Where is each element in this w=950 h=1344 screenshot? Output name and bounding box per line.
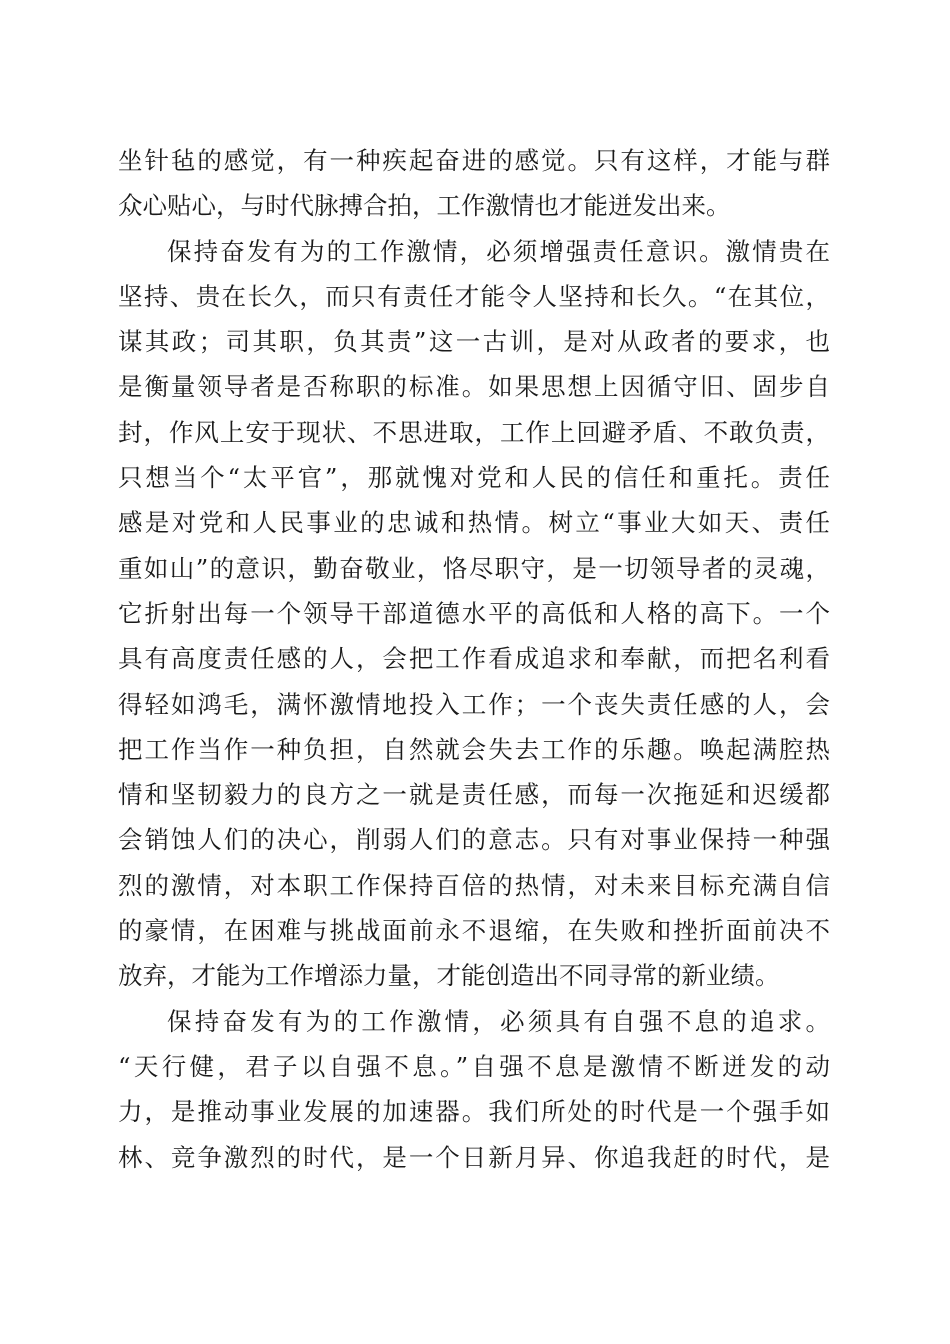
text-line: 烈的激情，对本职工作保持百倍的热情，对未来目标充满自信 [118, 870, 830, 900]
document-body [118, 138, 830, 1180]
text-line: 它折射出每一个领导干部道德水平的高低和人格的高下。一个 [118, 598, 830, 628]
text-line: 众心贴心，与时代脉搏合拍，工作激情也才能迸发出来。 [118, 191, 731, 221]
text-line: 只想当个“太平官”，那就愧对党和人民的信任和重托。责任 [118, 463, 830, 493]
text-line: 林、竞争激烈的时代，是一个日新月异、你追我赶的时代，是 [118, 1142, 830, 1172]
text-line: 是衡量领导者是否称职的标准。如果思想上因循守旧、固步自 [118, 372, 830, 402]
text-line: 具有高度责任感的人，会把工作看成追求和奉献，而把名利看 [118, 644, 830, 674]
text-line: 得轻如鸿毛，满怀激情地投入工作；一个丧失责任感的人，会 [118, 689, 830, 719]
text-line: “天行健，君子以自强不息。”自强不息是激情不断迸发的动 [118, 1051, 830, 1081]
text-line: 力，是推动事业发展的加速器。我们所处的时代是一个强手如 [118, 1097, 830, 1127]
text-line: 坚持、贵在长久，而只有责任才能令人坚持和长久。“在其位， [118, 281, 830, 311]
text-line: 把工作当作一种负担，自然就会失去工作的乐趣。唤起满腔热 [118, 734, 830, 764]
text-line: 保持奋发有为的工作激情，必须增强责任意识。激情贵在 [167, 236, 830, 266]
text-line: 重如山”的意识，勤奋敬业，恪尽职守，是一切领导者的灵魂， [118, 553, 830, 583]
text-line: 坐针毡的感觉，有一种疾起奋进的感觉。只有这样，才能与群 [118, 146, 830, 175]
text-line: 感是对党和人民事业的忠诚和热情。树立“事业大如天、责任 [118, 508, 830, 538]
text-line: 的豪情，在困难与挑战面前永不退缩，在失败和挫折面前决不 [118, 916, 830, 946]
text-line: 保持奋发有为的工作激情，必须具有自强不息的追求。 [167, 1006, 830, 1036]
text-line: 谋其政；司其职，负其责”这一古训，是对从政者的要求，也 [118, 327, 830, 357]
text-line: 封，作风上安于现状、不思进取，工作上回避矛盾、不敢负责， [118, 417, 830, 447]
text-line: 情和坚韧毅力的良方之一就是责任感，而每一次拖延和迟缓都 [118, 780, 830, 810]
text-line: 放弃，才能为工作增添力量，才能创造出不同寻常的新业绩。 [118, 961, 780, 991]
text-line: 会销蚀人们的决心，削弱人们的意志。只有对事业保持一种强 [118, 825, 830, 855]
